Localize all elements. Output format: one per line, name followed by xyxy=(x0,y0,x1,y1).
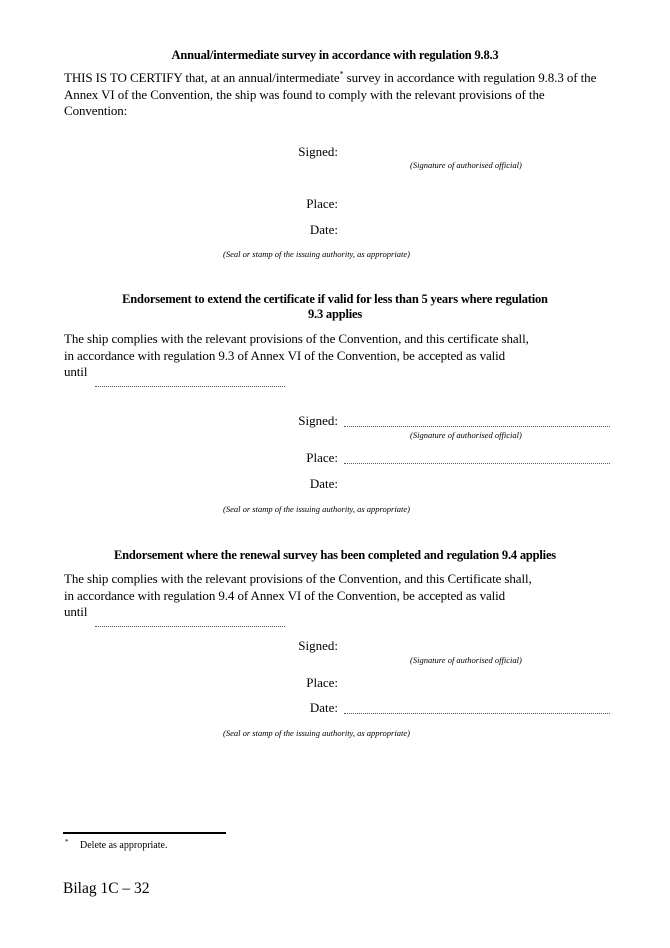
footnote-separator xyxy=(63,832,226,834)
section2-until-label: until xyxy=(64,364,88,379)
section2-heading-line2: 9.3 applies xyxy=(307,307,363,321)
section2-signed-label: Signed: xyxy=(298,413,338,428)
section1-body-start: THIS IS TO CERTIFY that, at an annual/intermediate xyxy=(64,70,340,85)
section1-place-label: Place: xyxy=(306,196,338,211)
section3-place-label: Place: xyxy=(306,675,338,690)
footnote-mark: * xyxy=(65,838,69,846)
section1-signature-caption: (Signature of authorised official) xyxy=(410,160,522,170)
footnote-text: Delete as appropriate. xyxy=(80,840,168,851)
section2-signature-caption: (Signature of authorised official) xyxy=(410,430,522,440)
section2-until-field[interactable] xyxy=(95,386,285,387)
section3-seal-caption: (Seal or stamp of the issuing authority, as appropriate) xyxy=(223,728,410,738)
section1-date-label: Date: xyxy=(309,222,338,237)
section2-signature-field[interactable] xyxy=(344,426,610,427)
section2-heading-line1: Endorsement to extend the certificate if valid for less than 5 years where regulation xyxy=(122,292,548,306)
footnote-reference-mark: * xyxy=(339,69,344,79)
section3-signature-caption: (Signature of authorised official) xyxy=(410,655,522,665)
section3-date-label: Date: xyxy=(309,700,338,715)
page-number-label: Bilag 1C – 32 xyxy=(63,880,150,897)
section2-heading xyxy=(60,292,610,322)
section2-date-label: Date: xyxy=(309,476,338,491)
section1-body-end: survey in accordance with regulation 9.8.3 of the Annex VI of the Convention, the ship was found to comply with the relevant provisions of the Convention: xyxy=(64,70,597,118)
section2-body: The ship complies with the relevant provisions of the Convention, and this certificate shall, in accordance with regulation 9.3 of Annex VI of the Convention, be accepted as valid xyxy=(64,331,529,363)
section2-place-field[interactable] xyxy=(344,463,610,464)
section3-date-field[interactable] xyxy=(344,713,610,714)
section3-until-field[interactable] xyxy=(95,626,285,627)
section3-heading: Endorsement where the renewal survey has been completed and regulation 9.4 applies xyxy=(114,548,556,562)
section2-place-label: Place: xyxy=(306,450,338,465)
section1-signed-label: Signed: xyxy=(298,144,338,159)
section3-until-label: until xyxy=(64,604,88,619)
section1-seal-caption: (Seal or stamp of the issuing authority, as appropriate) xyxy=(223,249,410,259)
section1-heading: Annual/intermediate survey in accordance with regulation 9.8.3 xyxy=(171,48,499,62)
section3-signed-label: Signed: xyxy=(298,638,338,653)
section2-seal-caption: (Seal or stamp of the issuing authority, as appropriate) xyxy=(223,504,410,514)
section1-body xyxy=(64,70,604,120)
section3-body: The ship complies with the relevant provisions of the Convention, and this Certificate shall, in accordance with regulation 9.4 of Annex VI of the Convention, be accepted as valid xyxy=(64,571,532,603)
